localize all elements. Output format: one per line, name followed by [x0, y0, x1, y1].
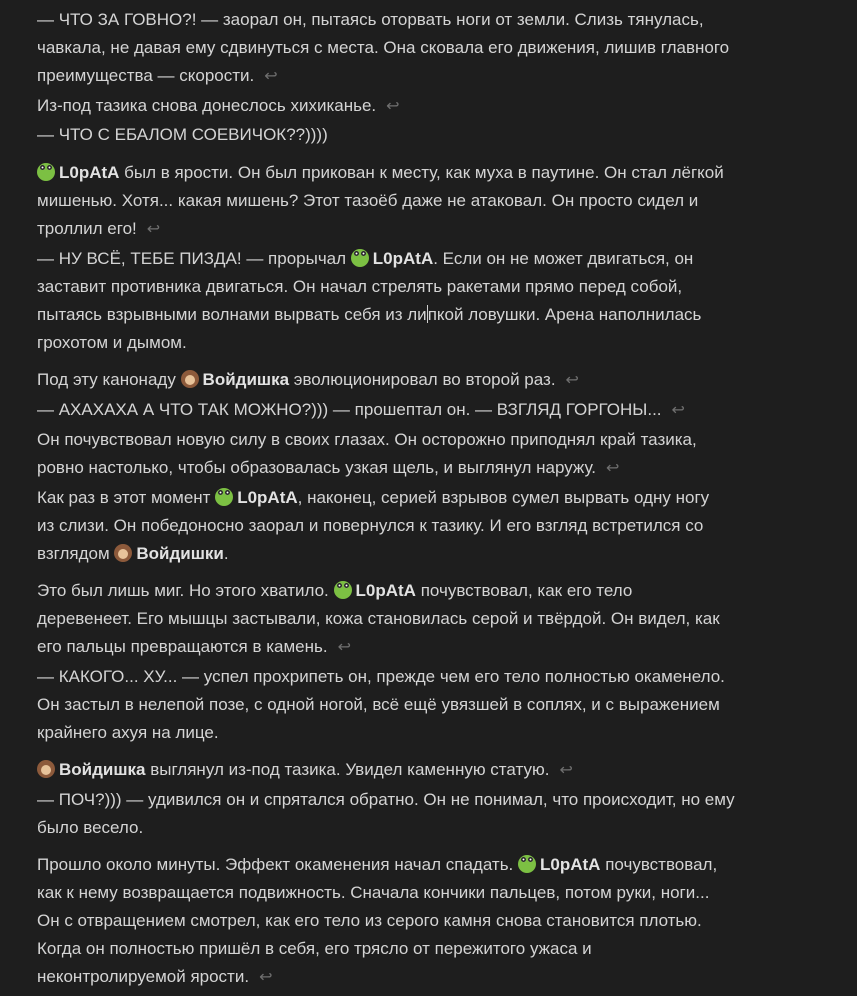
- line-text: Он с отвращением смотрел, как его тело из серого камня снова становится плотью.: [37, 911, 702, 930]
- line-text: Прошло около минуты. Эффект окаменения начал спадать.: [37, 855, 519, 874]
- line-text: Он почувствовал новую силу в своих глазах. Он осторожно приподнял край тазика,: [37, 430, 697, 449]
- line-text: деревенеет. Его мышцы застывали, кожа становилась серой и твёрдой. Он видел, как: [37, 609, 720, 628]
- text-line: [37, 882, 837, 904]
- line-text: .: [223, 544, 229, 563]
- line-text: — ЧТО С ЕБАЛОМ СОЕВИЧОК??)))): [37, 125, 328, 144]
- line-text: как к нему возвращается подвижность. Сначала кончики пальцев, потом руки, ноги...: [37, 883, 710, 902]
- text-line: [37, 429, 837, 451]
- character-name: Войдишки: [136, 544, 224, 563]
- text-line: [37, 218, 837, 240]
- text-line: [37, 608, 837, 630]
- line-text: — ЧТО ЗА ГОВНО?! — заорал он, пытаясь оторвать ноги от земли. Слизь тянулась,: [37, 10, 704, 29]
- line-text: грохотом и дымом.: [37, 333, 187, 352]
- line-text: эволюционировал во второй раз.: [289, 370, 556, 389]
- monkey-icon: [37, 760, 55, 778]
- line-text: преимущества — скорости.: [37, 66, 255, 85]
- line-text: пкой ловушки. Арена наполнилась: [427, 305, 702, 324]
- text-line: [37, 37, 837, 59]
- line-text: был в ярости. Он был прикован к месту, как муха в паутине. Он стал лёгкой: [119, 163, 724, 182]
- line-text: . Если он не может двигаться, он: [433, 249, 694, 268]
- character-name: L0pAtA: [372, 249, 434, 268]
- return-icon: ↩: [337, 639, 352, 656]
- frog-icon: [351, 249, 369, 267]
- line-text: неконтролируемой ярости.: [37, 967, 250, 986]
- line-text: ровно настолько, чтобы образовалась узкая щель, и выглянул наружу.: [37, 458, 596, 477]
- return-icon: ↩: [264, 68, 278, 85]
- return-icon: ↩: [559, 762, 573, 779]
- return-icon: ↩: [671, 402, 685, 419]
- line-text: — КАКОГО... ХУ... — успел прохрипеть он, прежде чем его тело полностью окаменело.: [37, 667, 725, 686]
- text-line: [37, 399, 837, 421]
- text-line: [37, 515, 837, 537]
- text-line: [37, 457, 837, 479]
- text-line: [37, 332, 837, 354]
- line-text: — НУ ВСЁ, ТЕБЕ ПИЗДА! — прорычал: [37, 249, 351, 268]
- return-icon: ↩: [565, 372, 579, 389]
- line-text: его пальцы превращаются в камень.: [37, 637, 328, 656]
- text-line: [37, 666, 837, 688]
- text-line: [37, 910, 837, 932]
- text-line: [37, 369, 837, 391]
- character-name: L0pAtA: [59, 163, 120, 182]
- text-line: [37, 304, 837, 326]
- text-line: [37, 694, 837, 716]
- text-line: [37, 636, 837, 658]
- frog-icon: [37, 163, 55, 181]
- line-text: взглядом: [37, 544, 115, 563]
- text-line: [37, 938, 837, 960]
- return-icon: ↩: [259, 969, 273, 986]
- text-line: [37, 543, 837, 565]
- text-line: [37, 162, 837, 184]
- text-line: [37, 9, 837, 31]
- line-text: из слизи. Он победоносно заорал и повернулся к тазику. И его взгляд встретился со: [37, 516, 704, 535]
- line-text: чавкала, не давая ему сдвинуться с места. Она сковала его движения, лишив главного: [37, 38, 730, 57]
- line-text: почувствовал,: [600, 855, 718, 874]
- text-line: [37, 190, 837, 212]
- monkey-icon: [114, 544, 132, 562]
- line-text: Когда он полностью пришёл в себя, его трясло от пережитого ужаса и: [37, 939, 592, 958]
- text-line: [37, 580, 837, 602]
- line-text: Под эту канонаду: [37, 370, 181, 389]
- line-text: Из-под тазика снова донеслось хихиканье.: [37, 96, 377, 115]
- character-name: L0pAtA: [237, 488, 298, 507]
- character-name: L0pAtA: [540, 855, 601, 874]
- text-line: [37, 95, 837, 117]
- text-line: [37, 759, 837, 781]
- character-name: Войдишка: [202, 370, 290, 389]
- frog-icon: [334, 581, 352, 599]
- return-icon: ↩: [146, 221, 161, 238]
- line-text: было весело.: [37, 818, 144, 837]
- line-text: выглянул из-под тазика. Увидел каменную статую.: [145, 760, 550, 779]
- text-line: [37, 248, 837, 270]
- line-text: — ПОЧ?))) — удивился он и спрятался обратно. Он не понимал, что происходит, но ему: [37, 790, 735, 809]
- text-line: [37, 124, 837, 146]
- line-text: троллил его!: [37, 219, 137, 238]
- text-line: [37, 854, 837, 876]
- text-line: [37, 276, 837, 298]
- character-name: Войдишка: [59, 760, 146, 779]
- line-text: почувствовал, как его тело: [415, 581, 633, 600]
- line-text: Это был лишь миг. Но этого хватило.: [37, 581, 334, 600]
- text-line: [37, 817, 837, 839]
- character-name: L0pAtA: [355, 581, 416, 600]
- line-text: пытаясь взрывными волнами вырвать себя из ли: [37, 305, 427, 324]
- line-text: — АХАХАХА А ЧТО ТАК МОЖНО?))) — прошептал он. — ВЗГЛЯД ГОРГОНЫ...: [37, 400, 662, 419]
- line-text: , наконец, серией взрывов сумел вырвать одну ногу: [297, 488, 710, 507]
- text-line: [37, 65, 837, 87]
- line-text: заставит противника двигаться. Он начал стрелять ракетами прямо перед собой,: [37, 277, 683, 296]
- return-icon: ↩: [606, 460, 620, 477]
- line-text: мишенью. Хотя... какая мишень? Этот тазоёб даже не атаковал. Он просто сидел и: [37, 191, 699, 210]
- frog-icon: [518, 855, 536, 873]
- text-line: [37, 722, 837, 744]
- return-icon: ↩: [386, 98, 400, 115]
- line-text: Как раз в этот момент: [37, 488, 216, 507]
- text-line: [37, 966, 837, 988]
- line-text: Он застыл в нелепой позе, с одной ногой, всё ещё увязшей в соплях, и с выражением: [37, 695, 720, 714]
- monkey-icon: [181, 370, 199, 388]
- line-text: крайнего ахуя на лице.: [37, 723, 219, 742]
- text-line: [37, 487, 837, 509]
- text-line: [37, 789, 837, 811]
- frog-icon: [215, 488, 233, 506]
